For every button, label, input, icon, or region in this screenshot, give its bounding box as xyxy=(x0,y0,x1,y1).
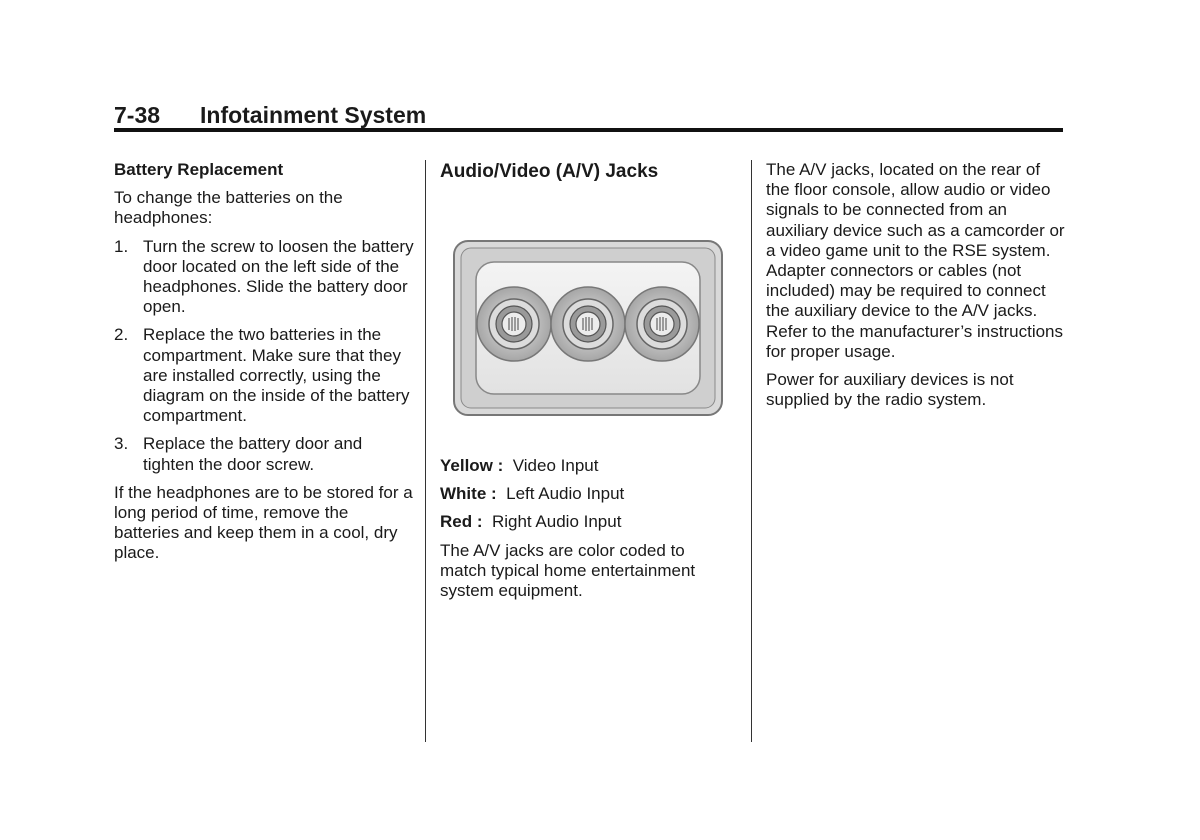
legend-item-white xyxy=(440,484,730,504)
battery-replacement-heading: Battery Replacement xyxy=(114,160,284,179)
column-divider xyxy=(425,160,426,742)
jack-yellow-icon xyxy=(477,287,551,361)
legend-desc: Left Audio Input xyxy=(506,484,625,504)
legend-item-yellow xyxy=(440,456,730,476)
av-jacks-title: Audio/Video (A/V) Jacks xyxy=(440,161,659,182)
section-title: Infotainment System xyxy=(200,102,427,128)
step-text: Replace the two batteries in the compartment. Make sure that they are installed correctly, using the diagram on the inside of the battery compartment. xyxy=(143,325,410,426)
location-text: The A/V jacks, located on the rear of the floor console, allow audio or video signals to be connected from an auxiliary device such as a camcorder or a video game unit to the RSE system. xyxy=(766,160,1065,260)
jack-legend xyxy=(440,456,730,601)
step-text: Turn the screw to loosen the battery door located on the left side of the headphones. Slide the battery door open. xyxy=(143,236,414,317)
legend-desc: Right Audio Input xyxy=(491,512,622,532)
list-item xyxy=(114,325,414,426)
column-divider xyxy=(751,160,752,742)
page-number: 7-38 xyxy=(114,102,161,128)
jack-red-icon xyxy=(625,287,699,361)
legend-term: Yellow : xyxy=(440,456,504,475)
header-rule xyxy=(114,128,1063,132)
battery-intro: To change the batteries on the headphones: xyxy=(114,188,343,228)
step-text: Replace the battery door and tighten the door screw. xyxy=(143,434,363,474)
list-item xyxy=(114,237,414,318)
legend-item-red xyxy=(440,512,730,532)
step-number: 2. xyxy=(114,325,129,345)
step-number: 1. xyxy=(114,236,129,256)
step-number: 3. xyxy=(114,434,129,454)
av-jacks-panel-icon xyxy=(453,240,723,416)
legend-term: White : xyxy=(440,484,497,504)
legend-term: Red : xyxy=(440,512,483,532)
legend-desc: Video Input xyxy=(512,456,599,475)
middle-column xyxy=(440,160,730,609)
list-item xyxy=(114,434,414,474)
adapter-text: Adapter connectors or cables (not included) may be required to connect the auxiliary device to the A/V jacks. Refer to the manufacturer’s instructions for proper usage. xyxy=(766,261,1064,361)
left-column xyxy=(114,160,414,572)
power-text: Power for auxiliary devices is not supplied by the radio system. xyxy=(766,370,1014,410)
storage-note: If the headphones are to be stored for a long period of time, remove the batteries and keep them in a cool, dry place. xyxy=(114,482,413,563)
right-column xyxy=(766,160,1066,418)
battery-steps xyxy=(114,237,414,475)
color-coding-note: The A/V jacks are color coded to match typical home entertainment system equipment. xyxy=(440,540,696,601)
jack-white-icon xyxy=(551,287,625,361)
